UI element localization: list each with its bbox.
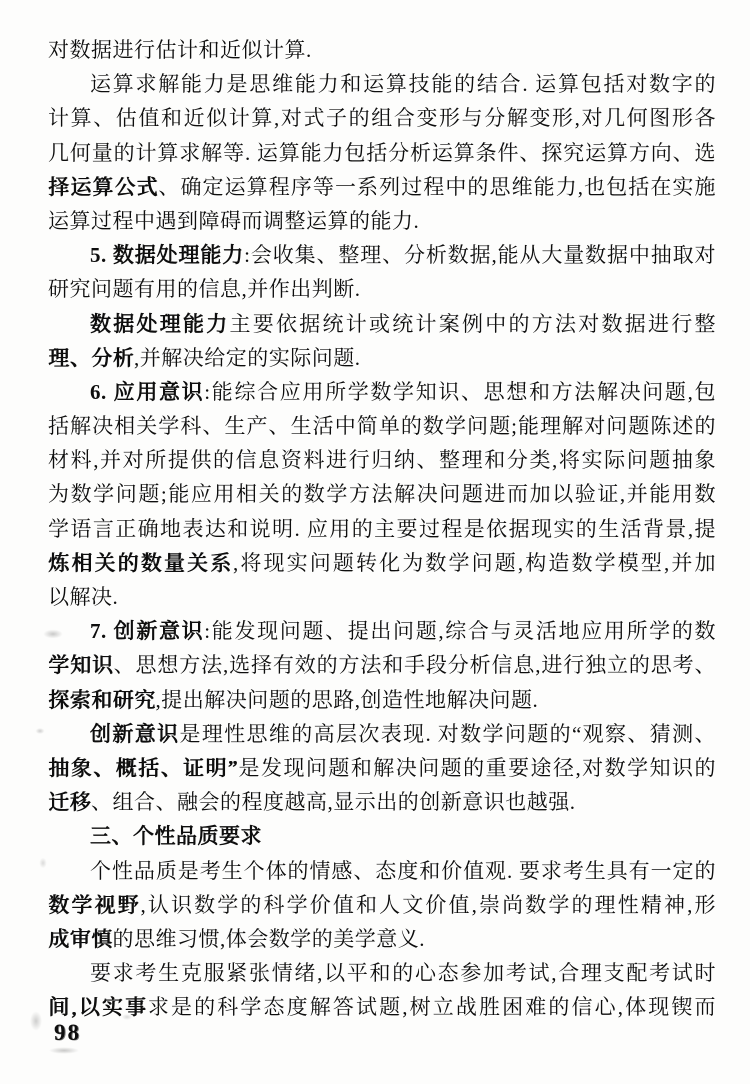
emphasis-text: 6. 应用意识 <box>90 379 205 404</box>
scan-smudge <box>40 628 66 640</box>
text-line <box>48 443 716 477</box>
text-line <box>48 922 716 956</box>
body-text: 学知识 <box>48 653 114 678</box>
text-line <box>48 648 716 682</box>
body-text: 理、分析 <box>48 345 134 370</box>
body-text: 、组合、融会的程度越高,显示出的创新意识也越强. <box>91 790 576 815</box>
body-text: :能发现问题、提出问题,综合与灵活地应用所学的数 <box>204 619 716 644</box>
body-text: ,将现实问题转化为数学问题,构造数学模型,并加 <box>233 550 716 575</box>
text-line <box>48 819 716 853</box>
page-number: 98 <box>54 1020 81 1045</box>
text-line <box>48 272 716 306</box>
body-text: :会收集、整理、分析数据,能从大量数据中抽取对 <box>244 243 716 268</box>
body-text: 研究问题有用的信息,并作出判断. <box>48 277 361 302</box>
body-text: 运算求解能力是思维能力和运算技能的结合. 运算包括对数字的 <box>90 72 716 97</box>
body-text: 数学视野 <box>48 892 141 917</box>
body-text: ,提出解决问题的思路,创造性地解决问题. <box>155 687 539 712</box>
body-text: 抽象、概括、证明” <box>48 755 238 780</box>
text-line <box>48 204 716 238</box>
body-text: 运算过程中遇到障碍而调整运算的能力. <box>48 208 420 233</box>
scan-smudge <box>38 856 48 870</box>
text-line <box>48 614 716 648</box>
body-text: 为数学问题;能应用相关的数学方法解决问题进而加以验证,并能用数 <box>48 482 716 507</box>
body-text: 、确定运算程序等一系列过程中的思维能力,也包括在实施 <box>158 174 716 199</box>
body-text: 求是的科学态度解答试题,树立战胜困难的信心,体现锲而 <box>147 995 716 1020</box>
body-text: 间,以实事 <box>48 995 148 1020</box>
text-line <box>48 101 716 135</box>
body-text: ,并解决给定的实际问题. <box>134 345 361 370</box>
body-text: 探索和研究 <box>48 687 156 712</box>
body-text: 迁移 <box>48 790 91 815</box>
body-text: 对数据进行估计和近似计算. <box>48 38 312 62</box>
text-line <box>48 375 716 409</box>
body-text: 是理性思维的高层次表现. 对数学问题的“观察、猜测、 <box>179 721 716 746</box>
emphasis-text: 数据处理能力 <box>90 311 230 336</box>
body-text: 几何量的计算求解等. 运算能力包括分析运算条件、探究运算方向、选 <box>48 140 716 165</box>
emphasis-text: 创新意识 <box>90 721 180 746</box>
text-line <box>48 307 716 341</box>
emphasis-text: 5. 数据处理能力 <box>90 243 245 268</box>
text-line <box>48 956 716 990</box>
text-line <box>48 854 716 888</box>
text-line <box>48 717 716 751</box>
text-line <box>48 785 716 819</box>
text-line <box>48 990 716 1024</box>
body-text: 炼相关的数量关系 <box>48 550 233 575</box>
body-text: 个性品质是考生个体的情感、态度和价值观. 要求考生具有一定的 <box>90 858 716 883</box>
text-line <box>48 477 716 511</box>
body-text: 以解决. <box>48 585 119 609</box>
text-line <box>48 546 716 580</box>
text-line <box>48 67 716 101</box>
text-lines <box>48 33 716 1024</box>
body-text: 要求考生克服紧张情绪,以平和的心态参加考试,合理支配考试时 <box>90 961 716 986</box>
text-line <box>48 170 716 204</box>
body-text: 主要依据统计或统计案例中的方法对数据进行整 <box>229 311 716 336</box>
body-text: ,认识数学的科学价值和人文价值,崇尚数学的理性精神,形 <box>140 892 716 917</box>
body-text: 括解决相关学科、生产、生活中简单的数学问题;能理解对问题陈述的 <box>48 414 716 439</box>
text-line <box>48 888 716 922</box>
body-text: 是发现问题和解决问题的重要途径,对数学知识的 <box>237 755 716 780</box>
emphasis-text: 7. 创新意识 <box>90 619 205 644</box>
text-line <box>48 683 716 717</box>
text-line <box>48 136 716 170</box>
scan-smudge <box>34 727 46 735</box>
text-line <box>48 341 716 375</box>
scan-smudge <box>44 1046 84 1055</box>
body-text: 计算、估值和近似计算,对式子的组合变形与分解变形,对几何图形各 <box>48 106 716 131</box>
body-text: 的思维习惯,体会数学的美学意义. <box>112 926 425 951</box>
body-text: 择运算公式 <box>48 174 159 199</box>
text-line <box>48 751 716 785</box>
text-line <box>48 512 716 546</box>
body-text: 、思想方法,选择有效的方法和手段分析信息,进行独立的思考、 <box>113 653 716 678</box>
scan-smudge <box>120 1013 134 1021</box>
text-line <box>48 238 716 272</box>
body-text: 成审慎 <box>48 926 113 951</box>
body-text: :能综合应用所学数学知识、思想和方法解决问题,包 <box>204 379 716 404</box>
body-text: 学语言正确地表达和说明. 应用的主要过程是依据现实的生活背景,提 <box>48 516 716 541</box>
body-text: 材料,并对所提供的信息资料进行归纳、整理和分类,将实际问题抽象 <box>48 448 716 473</box>
scan-smudge <box>28 1008 44 1034</box>
text-line <box>48 33 716 67</box>
text-line <box>48 580 716 614</box>
text-line <box>48 409 716 443</box>
emphasis-text: 三、个性品质要求 <box>90 824 262 849</box>
